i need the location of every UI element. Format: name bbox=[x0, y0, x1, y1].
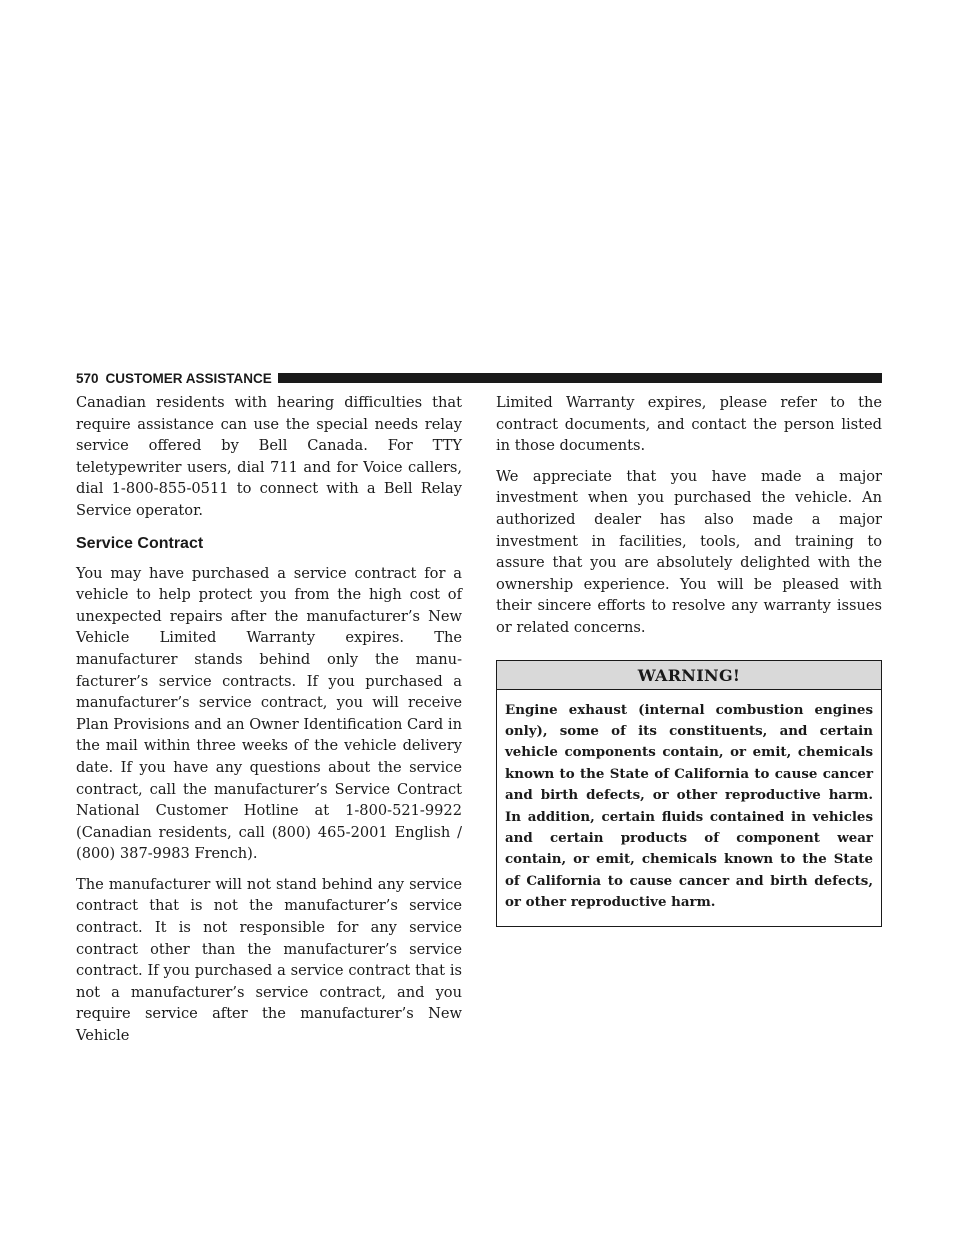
page-number: 570 bbox=[76, 370, 99, 386]
service-contract-paragraph: You may have purchased a service contract for a vehicle to help protect you from the high cost of unexpected repairs after the manufacturer’s New Vehicle Limited Warranty expires. The manufacturer stands behind only the manufacturer’s service contracts. If you purchased a manufacturer’s service contract, you will receive Plan Provisions and an Owner Identification Card in the mail within three weeks of the vehicle delivery date. If you have any questions about the service contract, call the manufacturer’s Service Contract National Customer Hotline at 1-800-521-9922 (Canadian residents, call (800) 465-2001 English / (800) 387-9983 French). bbox=[76, 564, 462, 863]
left-column bbox=[76, 392, 462, 1056]
service-contract-heading: Service Contract bbox=[76, 534, 204, 552]
relay-service-paragraph: Canadian residents with hearing difficulties that require assistance can use the special needs relay service offered by Bell Canada. For TTY teletypewriter users, dial 711 and for Voice callers, dial 1-800-855-0511 to connect with a Bell Relay Service operator. bbox=[76, 394, 462, 519]
warranty-continuation-paragraph: Limited Warranty expires, please refer to the contract documents, and contact the person listed in those documents. bbox=[496, 394, 882, 455]
warning-box bbox=[496, 660, 882, 927]
right-column bbox=[496, 392, 882, 927]
warning-title: WARNING! bbox=[497, 661, 881, 690]
warning-text: Engine exhaust (internal combustion engines only), some of its constituents, and certain vehicle components contain, or emit, chemicals known to the State of California to cause cancer and birth defects, or other reproductive harm. In addition, certain fluids contained in vehicles and certain products of component wear contain, or emit, chemicals known to the State of California to cause cancer and birth defects, or other reproductive harm. bbox=[505, 701, 873, 911]
page-header bbox=[76, 369, 882, 387]
non-manufacturer-contract-paragraph: The manufacturer will not stand behind any service contract that is not the manufacturer’s service contract. It is not responsible for any service contract other than the manufacturer’s service contract. If you purchased a service contract that is not a manufacturer’s service contract, and you require service after the manufacturer’s New Vehicle bbox=[76, 875, 462, 1045]
header-rule bbox=[278, 373, 882, 383]
dealer-investment-paragraph: We appreciate that you have made a major investment when you purchased the vehicle. An authorized dealer has also made a major investment in facilities, tools, and training to assure that you are absolutely delighted with the ownership experience. You will be pleased with their sincere efforts to resolve any warranty issues or related concerns. bbox=[496, 467, 882, 636]
section-title: CUSTOMER ASSISTANCE bbox=[105, 370, 272, 386]
